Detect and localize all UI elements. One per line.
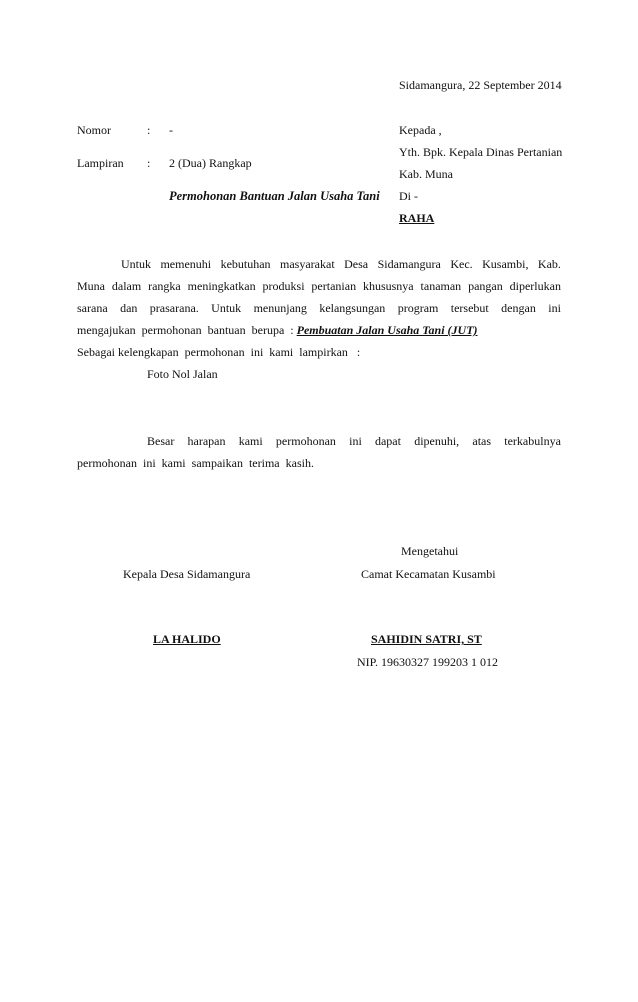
mengetahui-label: Mengetahui	[401, 544, 459, 558]
letter-date: Sidamangura, 22 September 2014	[399, 78, 562, 92]
word: masyarakat	[280, 257, 335, 271]
request-item: Pembuatan Jalan Usaha Tani (JUT)	[296, 323, 478, 337]
recipient-city: RAHA	[399, 211, 435, 225]
word: kami	[238, 434, 263, 448]
word: dapat	[374, 434, 401, 448]
word: Sidamangura	[377, 257, 441, 271]
p1-line-5: Sebagai kelengkapan permohonan ini kami lampirkan :	[77, 345, 361, 359]
word: dengan	[501, 301, 536, 315]
recipient-line-2: Kab. Muna	[399, 167, 453, 181]
word: terkabulnya	[504, 434, 561, 448]
word: Kusambi,	[482, 257, 529, 271]
word: memenuhi	[160, 257, 212, 271]
p1-line-2	[77, 280, 561, 292]
word: dipenuhi,	[414, 434, 460, 448]
word: pangan	[468, 279, 503, 293]
p1-line-4	[77, 324, 561, 336]
recipient-line-3: Di -	[399, 189, 418, 203]
word: kelangsungan	[319, 301, 386, 315]
word: dalam	[111, 279, 142, 293]
word: Untuk	[121, 257, 151, 271]
right-signatory-title: Camat Kecamatan Kusambi	[361, 567, 496, 581]
word: kebutuhan	[220, 257, 271, 271]
word: pertanian	[311, 279, 357, 293]
p2-line-1	[147, 435, 561, 447]
lampiran-value: 2 (Dua) Rangkap	[169, 156, 252, 170]
perihal-subject: Permohonan Bantuan Jalan Usaha Tani	[169, 189, 380, 203]
p1-line-1	[121, 258, 561, 270]
right-signatory-nip: NIP. 19630327 199203 1 012	[357, 655, 499, 669]
word: tanaman	[420, 279, 462, 293]
nomor-label: Nomor	[77, 123, 111, 137]
right-signatory-name: SAHIDIN SATRI, ST	[371, 632, 482, 646]
word: Muna	[77, 279, 105, 293]
nomor-value: -	[169, 123, 173, 137]
left-signatory-name: LA HALIDO	[153, 632, 221, 646]
recipient-kepada: Kepada ,	[399, 123, 442, 137]
nomor-colon: :	[147, 123, 151, 137]
left-signatory-title: Kepala Desa Sidamangura	[123, 567, 251, 581]
word: sarana	[77, 301, 108, 315]
word: khususnya	[362, 279, 414, 293]
p2-line-2: permohonan ini kami sampaikan terima kasih.	[77, 456, 314, 470]
lampiran-colon: :	[147, 156, 151, 170]
recipient-line-1: Yth. Bpk. Kepala Dinas Pertanian	[399, 145, 563, 159]
p1-line-3	[77, 302, 561, 314]
word: Besar	[147, 434, 175, 448]
word: rangka	[148, 279, 181, 293]
word: meningkatkan	[187, 279, 256, 293]
word: harapan	[187, 434, 226, 448]
word: permohonan	[275, 434, 336, 448]
word: ini	[548, 301, 561, 315]
word: ini	[349, 434, 362, 448]
word: menunjang	[253, 301, 307, 315]
word: program	[397, 301, 439, 315]
lampiran-label: Lampiran	[77, 156, 124, 170]
word: atas	[472, 434, 492, 448]
word: tersebut	[450, 301, 489, 315]
word: dan	[120, 301, 138, 315]
word: diperlukan	[509, 279, 561, 293]
word: Untuk	[211, 301, 242, 315]
word: produksi	[262, 279, 305, 293]
word: Desa	[344, 257, 369, 271]
word: prasarana.	[149, 301, 199, 315]
attachment-item: Foto Nol Jalan	[147, 367, 218, 381]
word: Kab.	[537, 257, 561, 271]
request-intro: mengajukan permohonan bantuan berupa :	[77, 323, 294, 337]
word: Kec.	[450, 257, 473, 271]
